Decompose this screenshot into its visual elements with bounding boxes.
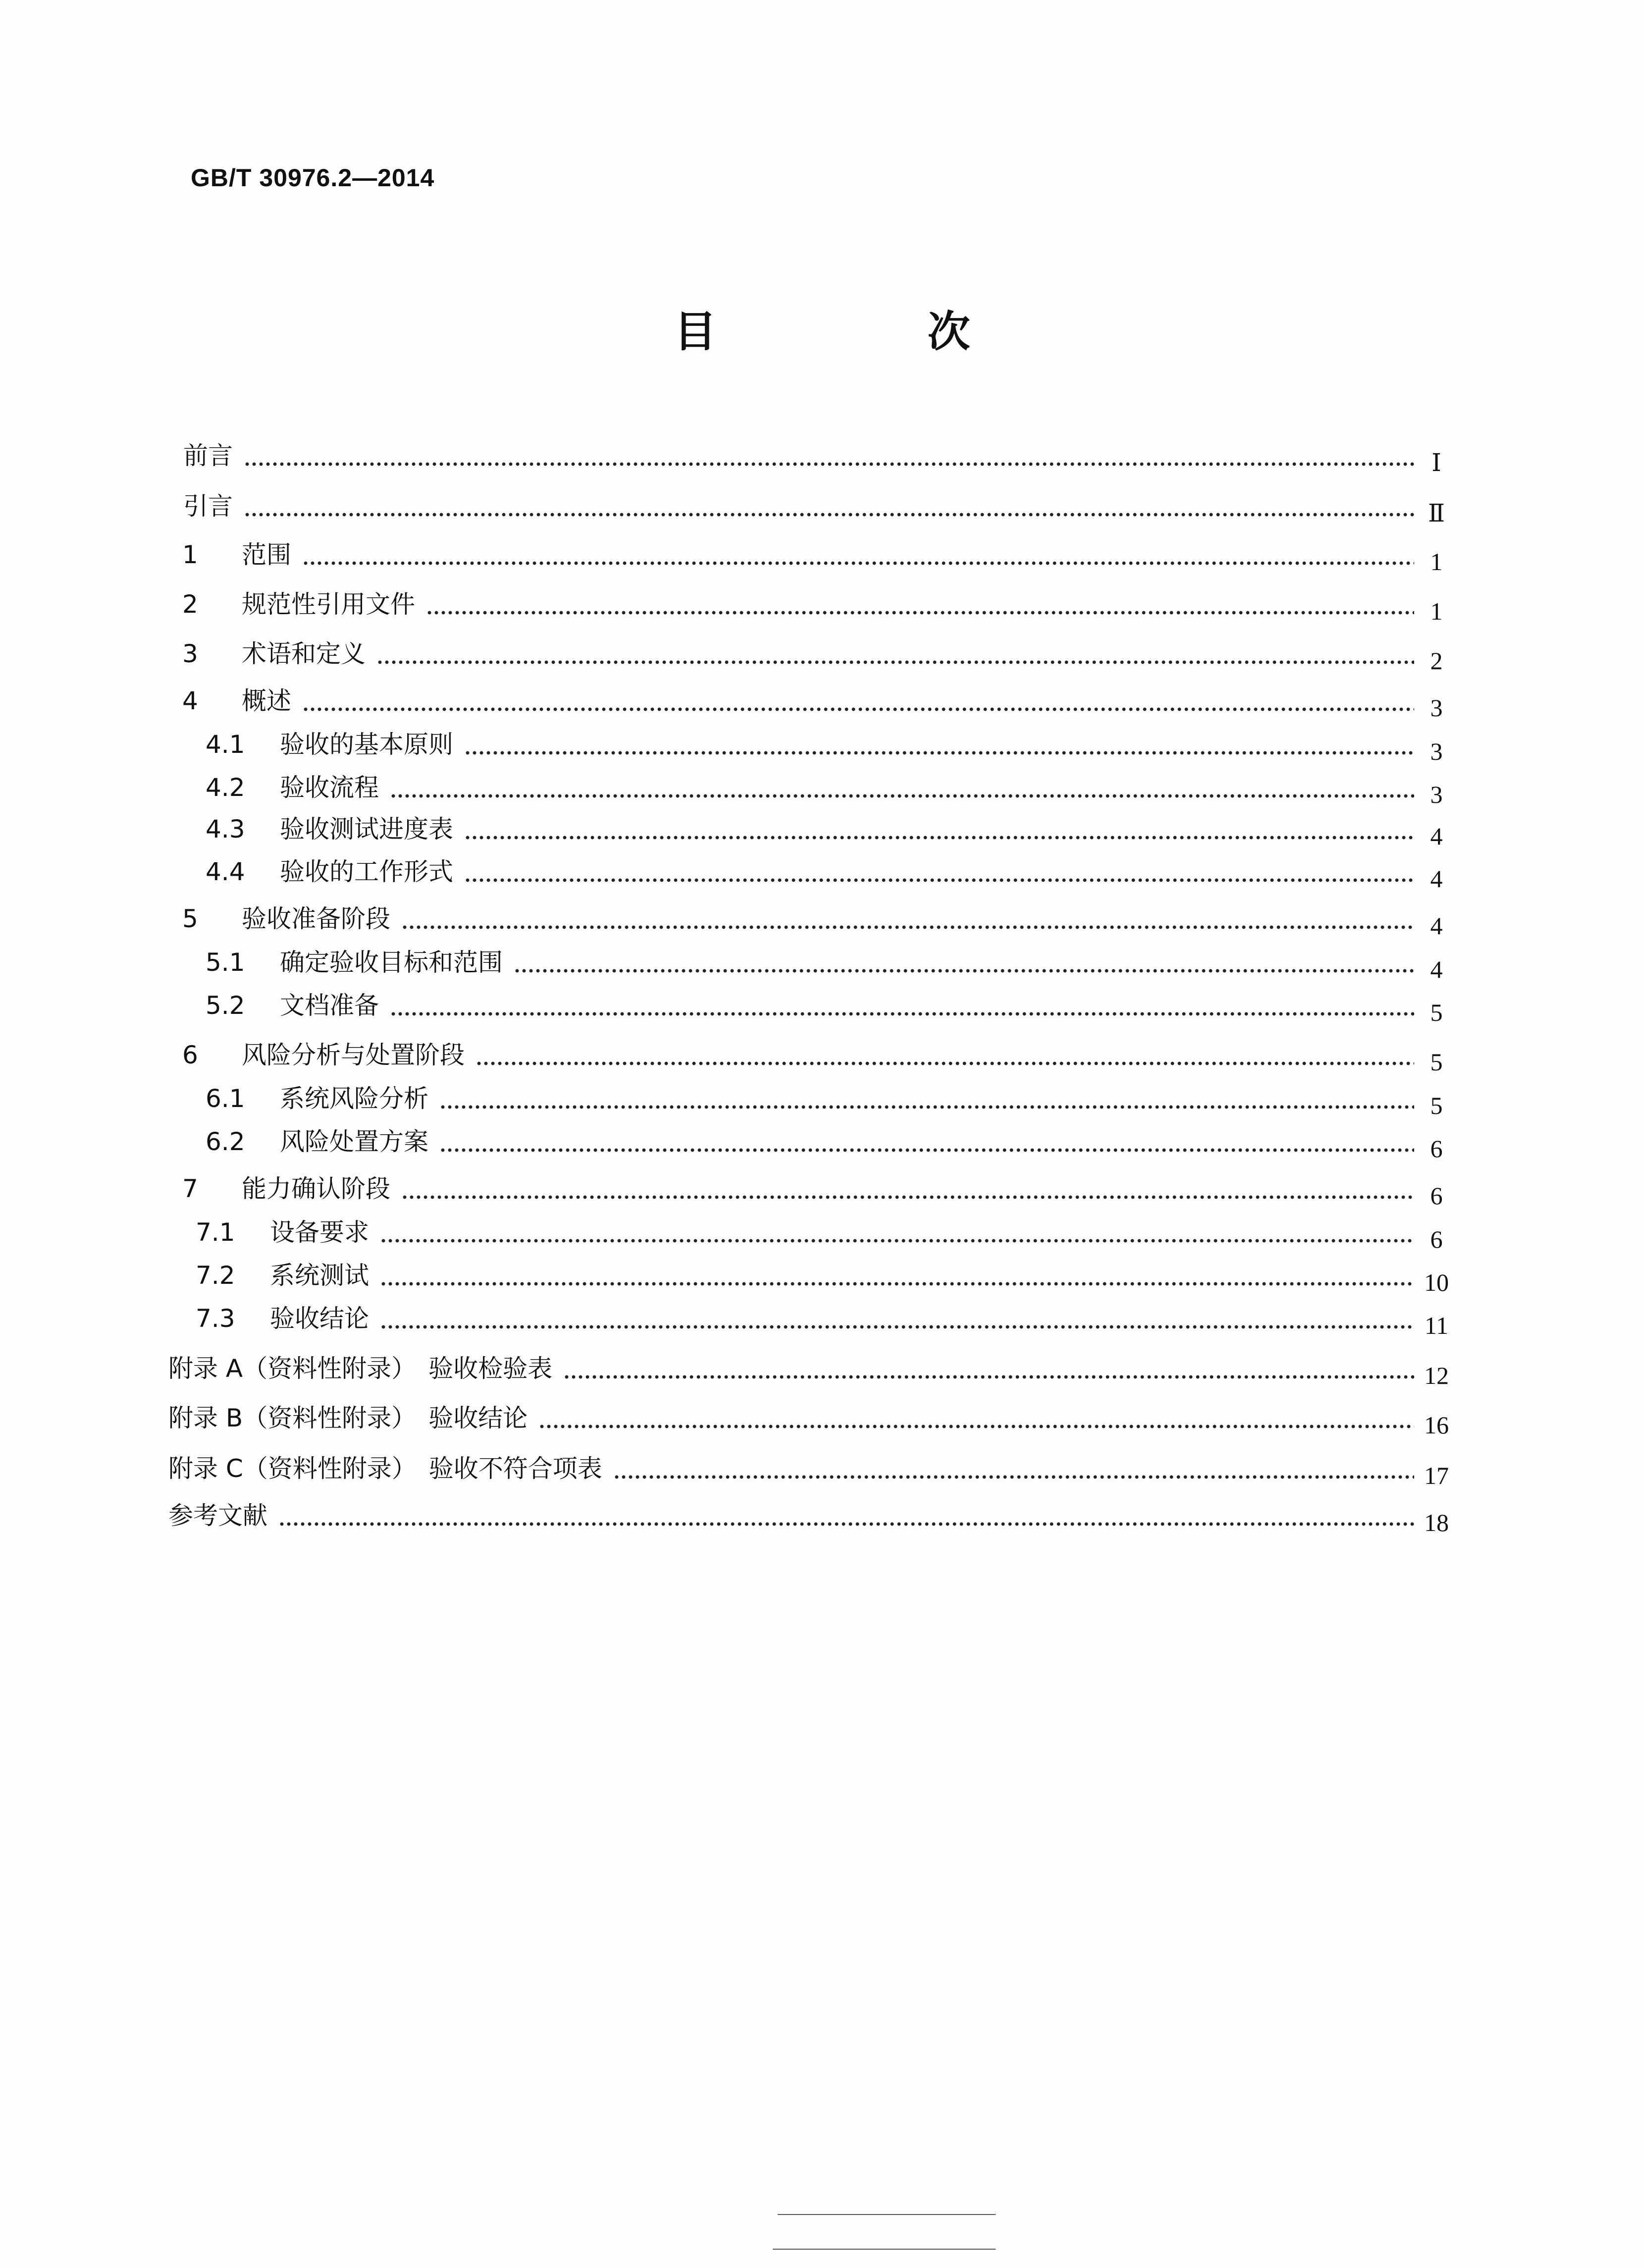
toc-dot-leader bbox=[426, 589, 1414, 619]
toc-entry[interactable] bbox=[182, 584, 1454, 625]
toc-entry[interactable] bbox=[182, 1035, 1454, 1076]
toc-page-number: 4 bbox=[1430, 865, 1443, 893]
toc-dot-leader bbox=[563, 1354, 1414, 1383]
toc-dot-leader bbox=[380, 1261, 1414, 1290]
toc-entry-number: 4.2 bbox=[206, 773, 245, 802]
toc-dot-leader bbox=[390, 991, 1414, 1020]
toc-entry-title: 概述 bbox=[242, 686, 291, 715]
toc-page-number: 17 bbox=[1424, 1462, 1449, 1489]
toc-entry-title: 参考文献 bbox=[168, 1501, 267, 1530]
toc-entry-number: 5 bbox=[182, 904, 198, 933]
toc-dot-leader bbox=[476, 1040, 1414, 1070]
toc-dot-leader bbox=[380, 1304, 1414, 1333]
toc-title: 目 次 bbox=[674, 307, 1055, 357]
toc-entry-number: 7.1 bbox=[196, 1218, 235, 1247]
toc-dot-leader bbox=[439, 1084, 1414, 1113]
toc-entry-number: 2 bbox=[182, 590, 198, 619]
toc-entry[interactable] bbox=[168, 1349, 1454, 1389]
toc-entry-title: 风险分析与处置阶段 bbox=[242, 1041, 465, 1069]
footer-rule-bottom bbox=[773, 2249, 996, 2250]
toc-dot-leader bbox=[302, 540, 1414, 570]
toc-page-number: 16 bbox=[1424, 1411, 1449, 1439]
toc-entry-title: 范围 bbox=[242, 540, 291, 569]
toc-entry[interactable] bbox=[182, 634, 1454, 675]
toc-page-number: 4 bbox=[1430, 822, 1443, 850]
toc-entry-title: 能力确认阶段 bbox=[242, 1174, 390, 1203]
toc-entry[interactable] bbox=[182, 1169, 1454, 1210]
toc-page-number: 4 bbox=[1430, 955, 1443, 983]
toc-dot-leader bbox=[380, 1217, 1414, 1247]
toc-entry[interactable] bbox=[206, 1122, 1454, 1162]
toc-entry[interactable] bbox=[168, 1449, 1454, 1489]
toc-page-number: 1 bbox=[1430, 548, 1443, 576]
toc-entry-title: 验收的基本原则 bbox=[280, 730, 453, 759]
toc-entry-title: 系统测试 bbox=[270, 1261, 369, 1290]
toc-entry-title: 验收结论 bbox=[270, 1304, 369, 1333]
toc-entry-number: 3 bbox=[182, 639, 198, 668]
toc-page-number: 6 bbox=[1430, 1182, 1443, 1210]
toc-entry-number: 5.1 bbox=[206, 948, 245, 977]
toc-entry-number: 7.3 bbox=[196, 1304, 235, 1333]
toc-entry[interactable] bbox=[196, 1299, 1454, 1339]
toc-page-number: 6 bbox=[1430, 1135, 1443, 1162]
toc-page-number: 2 bbox=[1430, 647, 1443, 675]
toc-entry[interactable] bbox=[206, 943, 1454, 983]
toc-entry-title: 术语和定义 bbox=[242, 639, 366, 668]
toc-page-number: 3 bbox=[1430, 694, 1443, 722]
toc-entry[interactable] bbox=[182, 535, 1454, 576]
toc-dot-leader bbox=[464, 857, 1414, 887]
toc-dot-leader bbox=[538, 1403, 1414, 1433]
toc-page-number: 10 bbox=[1424, 1268, 1449, 1296]
toc-entry-title: 验收的工作形式 bbox=[280, 857, 453, 886]
toc-entry-title: 引言 bbox=[183, 492, 233, 521]
toc-entry[interactable] bbox=[168, 1398, 1454, 1439]
toc-entry[interactable] bbox=[196, 1213, 1454, 1253]
toc-entry[interactable] bbox=[168, 1496, 1454, 1536]
toc-entry-title: 附录 A（资料性附录） 验收检验表 bbox=[168, 1354, 553, 1383]
toc-dot-leader bbox=[244, 441, 1414, 471]
toc-entry-title: 设备要求 bbox=[270, 1218, 369, 1247]
toc-entry-title: 系统风险分析 bbox=[280, 1084, 428, 1113]
toc-dot-leader bbox=[302, 686, 1414, 716]
toc-page-number: 6 bbox=[1430, 1225, 1443, 1253]
toc-page-number: 18 bbox=[1424, 1509, 1449, 1536]
toc-page-number: Ⅰ bbox=[1432, 449, 1441, 476]
toc-entry-number: 4.1 bbox=[206, 730, 245, 759]
toc-dot-leader bbox=[244, 491, 1414, 521]
toc-entry[interactable] bbox=[183, 436, 1454, 476]
footer-rule-top bbox=[778, 2214, 996, 2215]
toc-entry-number: 6.2 bbox=[206, 1127, 245, 1156]
toc-dot-leader bbox=[401, 1174, 1414, 1204]
toc-page-number: 1 bbox=[1430, 597, 1443, 625]
toc-entry[interactable] bbox=[206, 725, 1454, 765]
toc-page-number: 3 bbox=[1430, 781, 1443, 808]
toc-dot-leader bbox=[390, 773, 1414, 802]
toc-entry[interactable] bbox=[206, 986, 1454, 1026]
toc-entry[interactable] bbox=[182, 899, 1454, 940]
toc-entry[interactable] bbox=[206, 852, 1454, 893]
toc-page-number: 5 bbox=[1430, 1048, 1443, 1076]
toc-entry[interactable] bbox=[206, 1079, 1454, 1119]
toc-entry[interactable] bbox=[196, 1256, 1454, 1296]
toc-page-number: 11 bbox=[1424, 1312, 1449, 1339]
toc-entry[interactable] bbox=[183, 486, 1454, 527]
toc-dot-leader bbox=[464, 730, 1414, 759]
standard-code: GB/T 30976.2—2014 bbox=[191, 164, 435, 192]
toc-page-number: 5 bbox=[1430, 1092, 1443, 1119]
toc-entry-title: 文档准备 bbox=[280, 991, 379, 1020]
toc-dot-leader bbox=[439, 1127, 1414, 1157]
toc-dot-leader bbox=[401, 904, 1414, 934]
toc-entry-title: 附录 B（资料性附录） 验收结论 bbox=[168, 1404, 528, 1432]
toc-entry-title: 规范性引用文件 bbox=[242, 590, 415, 619]
toc-dot-leader bbox=[464, 814, 1414, 844]
toc-entry-title: 附录 C（资料性附录） 验收不符合项表 bbox=[168, 1454, 602, 1483]
toc-entry-number: 4 bbox=[182, 686, 198, 715]
toc-entry[interactable] bbox=[206, 768, 1454, 808]
toc-entry-title: 验收测试进度表 bbox=[280, 815, 453, 844]
toc-entry-number: 4.4 bbox=[206, 857, 245, 886]
toc-entry-number: 5.2 bbox=[206, 991, 245, 1020]
toc-dot-leader bbox=[514, 948, 1414, 977]
toc-entry[interactable] bbox=[206, 809, 1454, 850]
toc-entry-number: 6.1 bbox=[206, 1084, 245, 1113]
toc-entry-title: 风险处置方案 bbox=[280, 1127, 428, 1156]
toc-entry-title: 验收流程 bbox=[280, 773, 379, 802]
toc-entry-number: 6 bbox=[182, 1041, 198, 1069]
toc-entry[interactable] bbox=[182, 681, 1454, 722]
toc-page-number: 5 bbox=[1430, 999, 1443, 1026]
toc-entry-number: 7.2 bbox=[196, 1261, 235, 1290]
toc-entry-number: 1 bbox=[182, 540, 198, 569]
toc-page-number: 3 bbox=[1430, 738, 1443, 765]
toc-entry-title: 验收准备阶段 bbox=[242, 904, 390, 933]
toc-page-number: 12 bbox=[1424, 1362, 1449, 1389]
toc-entry-number: 7 bbox=[182, 1174, 198, 1203]
toc-entry-number: 4.3 bbox=[206, 815, 245, 844]
toc-dot-leader bbox=[278, 1501, 1414, 1530]
toc-dot-leader bbox=[613, 1454, 1414, 1483]
toc-entry-title: 前言 bbox=[183, 441, 233, 470]
toc-page-number: 4 bbox=[1430, 912, 1443, 940]
toc-dot-leader bbox=[376, 639, 1414, 669]
toc-entry-title: 确定验收目标和范围 bbox=[280, 948, 503, 977]
toc-page-number: Ⅱ bbox=[1428, 499, 1445, 527]
